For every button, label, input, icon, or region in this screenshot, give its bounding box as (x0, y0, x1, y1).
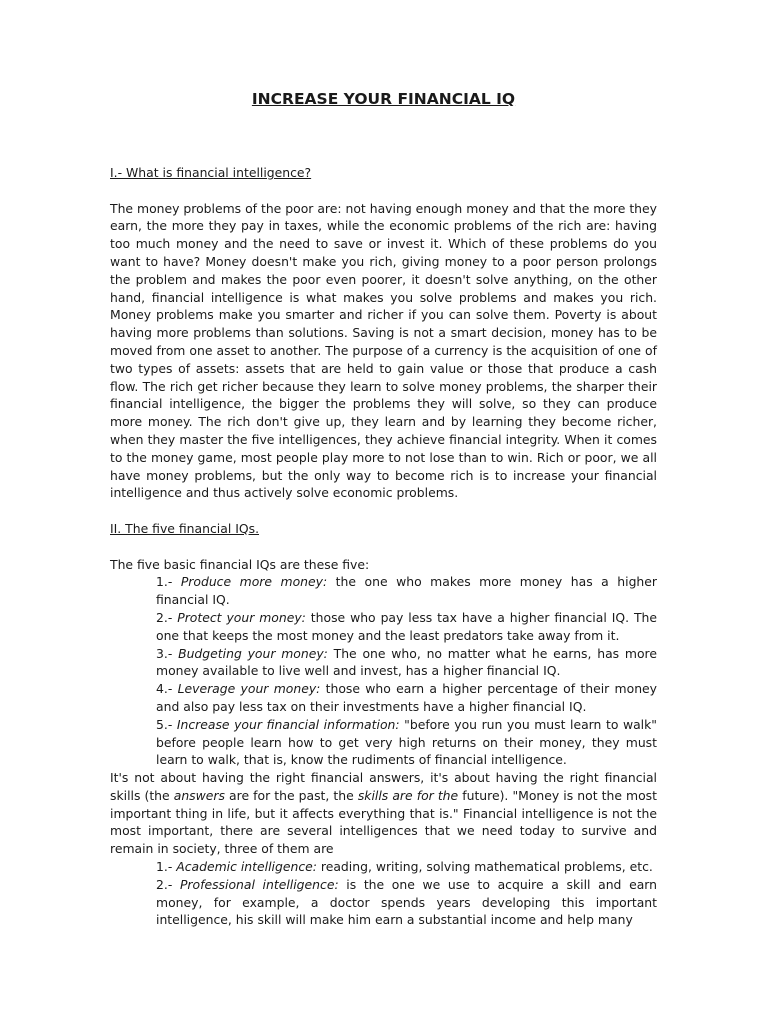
list-item: 1.- Produce more money: the one who makes more money has a higher financial IQ. (156, 574, 657, 608)
section-heading-2: II. The five financial IQs. (110, 520, 260, 536)
intelligences-list (110, 858, 657, 929)
section2-intro: The five basic financial IQs are these five: (110, 556, 370, 572)
section1-paragraph: The money problems of the poor are: not having enough money and that the more they earn, the more they pay in taxes, while the economic problems of the rich are: having too much money and the need to save or invest it. Which of these problems do you want to have? Money doesn't make you rich, giving money to a poor person prolongs the problem and makes the poor even poorer, it doesn't solve anything, on the other hand, financial intelligence is what makes you solve problems and makes you rich. Money problems make you smarter and richer if you can solve them. Poverty is about having more problems than solutions. Saving is not a smart decision, money has to be moved from one asset to another. The purpose of a currency is the acquisition of one of two types of assets: assets that are held to gain value or those that produce a cash flow. The rich get richer because they learn to solve money problems, the sharper their financial intelligence, the bigger the problems they will solve, so they can produce more money. The rich don't give up, they learn and by learning they become richer, when they master the five intelligences, they achieve financial integrity. When it comes to the money game, most people play more to not lose than to win. Rich or poor, we all have money problems, but the only way to become rich is to increase your financial intelligence and thus actively solve economic problems. (110, 200, 657, 501)
document-page (110, 88, 657, 929)
list-item-term: Leverage your money: (177, 681, 321, 697)
list-item-term: Professional intelligence: (179, 876, 339, 892)
list-item: 3.- Budgeting your money: The one who, no matter what he earns, has more money available to live well and invest, has a higher financial IQ. (156, 645, 658, 679)
list-item: 1.- Academic intelligence: reading, writing, solving mathematical problems, etc. (156, 859, 653, 875)
financial-iq-list (110, 573, 657, 769)
list-item: 2.- Professional intelligence: is the one we use to acquire a skill and earn money, for example, a doctor spends years developing this important intelligence, his skill will make him earn a substantial income and help many (156, 876, 658, 928)
list-item: 4.- Leverage your money: those who earn a higher percentage of their money and also pay less tax on their investments have a higher financial IQ. (156, 681, 658, 714)
list-item-term: Protect your money: (177, 609, 306, 625)
section2-paragraph: It's not about having the right financial answers, it's about having the right financial skills (the answers are for the past, the skills are for the future). "Money is not the most important thing in life, but it affects everything that is." Financial intelligence is not the most important, there are several intelligences that we need today to survive and remain in society, three of them are (110, 770, 657, 857)
list-item-term: Produce more money: (180, 574, 328, 590)
list-item-term: Increase your financial information: (176, 716, 400, 732)
list-item-term: Budgeting your money: (178, 645, 328, 661)
section-heading-1: I.- What is financial intelligence? (110, 165, 312, 180)
list-item-term: Academic intelligence: (176, 859, 317, 875)
document-title: INCREASE YOUR FINANCIAL IQ (251, 90, 516, 108)
list-item: 5.- Increase your financial information: "before you run you must learn to walk" before people learn how to get very high returns on their money, they must learn to walk, that is, know the rudiments of financial intelligence. (156, 716, 657, 768)
list-item: 2.- Protect your money: those who pay less tax have a higher financial IQ. The one that keeps the most money and the least predators take away from it. (156, 609, 658, 643)
